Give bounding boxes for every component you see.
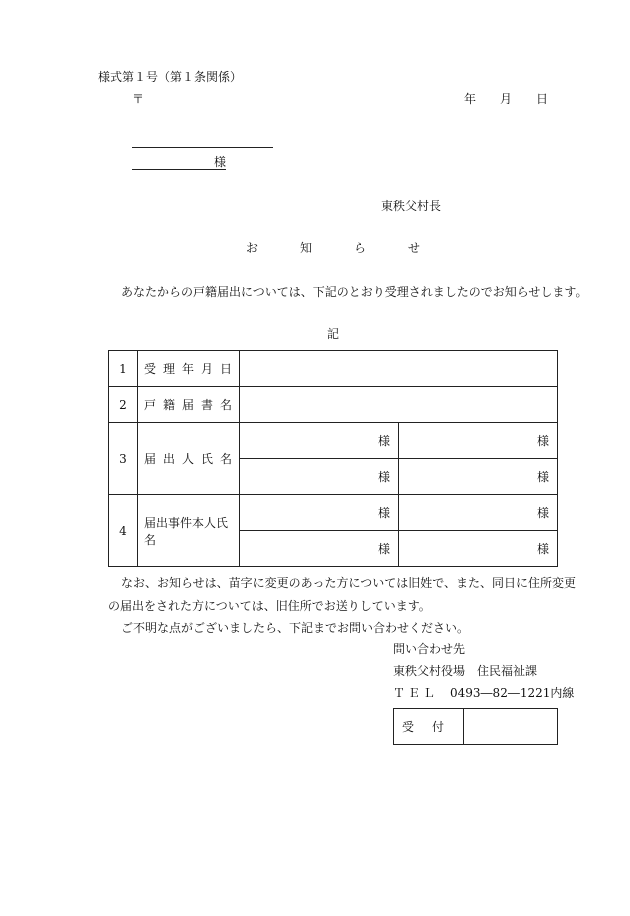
postal-mark: 〒 <box>132 92 145 106</box>
tel-label: ＴＥＬ <box>393 686 439 700</box>
receipt-stamp-field[interactable] <box>464 709 558 745</box>
address-line <box>132 147 273 148</box>
note-line-1: なお、お知らせは、苗字に変更のあった方については旧姓で、また、同日に住所変更 <box>121 576 577 590</box>
label-char: 届 <box>181 398 194 412</box>
label-char: 人 <box>181 452 194 466</box>
row-label <box>138 423 240 495</box>
note-line-3: ご不明な点がございましたら、下記までお問い合わせください。 <box>121 621 470 635</box>
receipt-label <box>394 709 464 745</box>
label-char: 届 <box>144 452 157 466</box>
label-char: 籍 <box>162 398 175 412</box>
table-row <box>109 495 558 531</box>
name-field[interactable]: 様 <box>240 459 399 495</box>
form-number: 様式第１号（第１条関係） <box>98 70 243 84</box>
title-char: お <box>246 241 259 255</box>
row-number: 1 <box>109 351 138 387</box>
label-char: 戸 <box>144 398 157 412</box>
table-row <box>109 387 558 423</box>
sender: 東秩父村長 <box>381 199 442 213</box>
title-char: ら <box>353 241 366 255</box>
label-char: 書 <box>200 398 213 412</box>
addressee-honorific: 様 <box>214 155 227 169</box>
tel-number: 0493―82―1221内線 <box>450 686 575 700</box>
intro-text: あなたからの戸籍届出については、下記のとおり受理されましたのでお知らせします。 <box>121 285 588 299</box>
receipt-char: 受 <box>402 720 415 734</box>
name-field[interactable]: 様 <box>399 459 558 495</box>
label-char: 名 <box>219 452 232 466</box>
row-label <box>138 495 240 567</box>
name-field[interactable]: 様 <box>240 423 399 459</box>
table-row <box>109 351 558 387</box>
date-month: 月 <box>500 92 513 106</box>
label-char: 氏 <box>200 452 213 466</box>
row-number: 3 <box>109 423 138 495</box>
acceptance-date-field[interactable] <box>240 351 558 387</box>
label-char: 出 <box>162 452 175 466</box>
addressee-line <box>132 169 226 170</box>
date-year: 年 <box>464 92 477 106</box>
label-char: 受 <box>144 362 157 376</box>
label-char: 理 <box>162 362 175 376</box>
row-label <box>138 387 240 423</box>
name-field[interactable]: 様 <box>399 495 558 531</box>
date-day: 日 <box>536 92 549 106</box>
row-number: 2 <box>109 387 138 423</box>
row-number: 4 <box>109 495 138 567</box>
receipt-box <box>393 708 558 745</box>
name-field[interactable]: 様 <box>240 531 399 567</box>
label-char: 月 <box>200 362 213 376</box>
table-row <box>109 423 558 459</box>
row-label <box>138 351 240 387</box>
contact-tel <box>393 686 574 700</box>
title-char: せ <box>407 241 420 255</box>
contact-office: 東秩父村役場 住民福祉課 <box>393 664 538 678</box>
name-field[interactable]: 様 <box>399 423 558 459</box>
label-char: 年 <box>181 362 194 376</box>
name-field[interactable]: 様 <box>240 495 399 531</box>
label-char: 日 <box>219 362 232 376</box>
page-title <box>246 241 420 255</box>
notification-table <box>108 350 558 567</box>
ki-heading: 記 <box>327 327 340 341</box>
note-line-2: の届出をされた方については、旧住所でお送りしています。 <box>108 599 431 613</box>
receipt-char: 付 <box>431 720 444 734</box>
registry-form-name-field[interactable] <box>240 387 558 423</box>
label-text: 届出事件本人氏名 <box>144 515 229 547</box>
contact-heading: 問い合わせ先 <box>393 642 466 656</box>
name-field[interactable]: 様 <box>399 531 558 567</box>
label-char: 名 <box>219 398 232 412</box>
title-char: 知 <box>299 241 312 255</box>
